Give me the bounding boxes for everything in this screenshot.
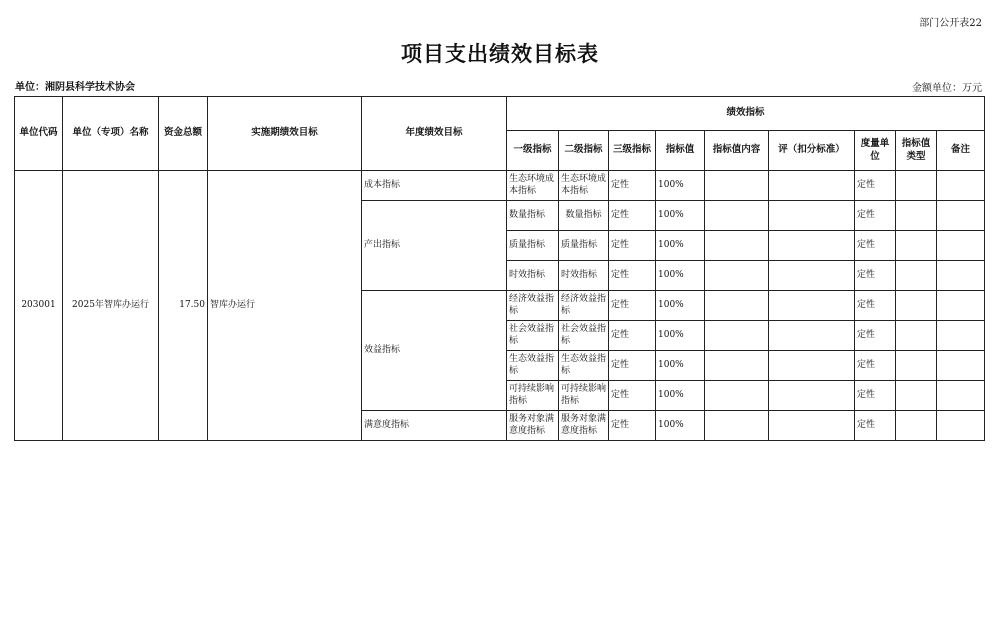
header-level2: 二级指标 [559, 131, 609, 171]
cell-level3: 定性 [609, 171, 656, 201]
header-level3: 三级指标 [609, 131, 656, 171]
cell-level2: 生态环境成本指标 [559, 171, 609, 201]
header-value-type: 指标值类型 [896, 131, 937, 171]
cell-measure-unit: 定性 [855, 171, 896, 201]
cell-level3: 定性 [609, 351, 656, 381]
cell-total-funds: 17.50 [159, 171, 208, 441]
header-indicators: 绩效指标 [507, 97, 985, 131]
cell-value-type [896, 231, 937, 261]
cell-value: 100% [656, 201, 705, 231]
cell-value-type [896, 321, 937, 351]
cell-level1: 社会效益指标 [507, 321, 559, 351]
page-title: 项目支出绩效目标表 [401, 42, 599, 66]
amount-unit: 金额单位：万元 [912, 83, 982, 94]
cell-value-type [896, 291, 937, 321]
cell-score [769, 381, 855, 411]
header-remark: 备注 [937, 131, 985, 171]
cell-level1: 生态环境成本指标 [507, 171, 559, 201]
cell-measure-unit: 定性 [855, 411, 896, 441]
cell-value-content [705, 291, 769, 321]
header-period-goal: 实施期绩效目标 [208, 97, 362, 171]
cell-unit-code: 203001 [15, 171, 63, 441]
cell-score [769, 411, 855, 441]
cell-measure-unit: 定性 [855, 381, 896, 411]
cell-measure-unit: 定性 [855, 201, 896, 231]
cell-value: 100% [656, 231, 705, 261]
cell-value: 100% [656, 171, 705, 201]
cell-value-type [896, 411, 937, 441]
cell-annual-goal: 成本指标 [362, 171, 507, 201]
cell-value-content [705, 231, 769, 261]
cell-value-content [705, 261, 769, 291]
cell-remark [937, 261, 985, 291]
cell-level1: 数量指标 [507, 201, 559, 231]
header-score: 评（扣分标准） [769, 131, 855, 171]
header-total-funds: 资金总额 [159, 97, 208, 171]
cell-score [769, 351, 855, 381]
cell-period-goal: 智库办运行 [208, 171, 362, 441]
cell-remark [937, 411, 985, 441]
cell-remark [937, 171, 985, 201]
cell-score [769, 321, 855, 351]
cell-level1: 生态效益指标 [507, 351, 559, 381]
cell-measure-unit: 定性 [855, 291, 896, 321]
cell-level3: 定性 [609, 411, 656, 441]
performance-table [14, 96, 985, 441]
cell-value-type [896, 351, 937, 381]
cell-remark [937, 231, 985, 261]
cell-measure-unit: 定性 [855, 321, 896, 351]
cell-value: 100% [656, 321, 705, 351]
cell-level2: 质量指标 [559, 231, 609, 261]
cell-level3: 定性 [609, 291, 656, 321]
cell-value-content [705, 321, 769, 351]
cell-measure-unit: 定性 [855, 351, 896, 381]
cell-measure-unit: 定性 [855, 261, 896, 291]
cell-annual-goal: 效益指标 [362, 291, 507, 411]
cell-level2: 时效指标 [559, 261, 609, 291]
cell-value: 100% [656, 411, 705, 441]
cell-value: 100% [656, 381, 705, 411]
header-value-content: 指标值内容 [705, 131, 769, 171]
department-unit: 单位：湘阴县科学技术协会 [15, 82, 135, 93]
cell-unit-name: 2025年智库办运行 [63, 171, 159, 441]
cell-score [769, 231, 855, 261]
cell-level3: 定性 [609, 261, 656, 291]
cell-level2: 数量指标 [559, 201, 609, 231]
header-unit-name: 单位（专项）名称 [63, 97, 159, 171]
cell-level2: 经济效益指标 [559, 291, 609, 321]
table-row [15, 171, 985, 201]
cell-value-content [705, 381, 769, 411]
cell-annual-goal: 满意度指标 [362, 411, 507, 441]
cell-level1: 时效指标 [507, 261, 559, 291]
cell-level2: 服务对象满意度指标 [559, 411, 609, 441]
cell-remark [937, 291, 985, 321]
cell-level1: 服务对象满意度指标 [507, 411, 559, 441]
cell-level2: 生态效益指标 [559, 351, 609, 381]
cell-value-type [896, 261, 937, 291]
cell-remark [937, 321, 985, 351]
cell-level2: 社会效益指标 [559, 321, 609, 351]
cell-value-content [705, 411, 769, 441]
cell-annual-goal: 产出指标 [362, 201, 507, 291]
cell-level1: 可持续影响指标 [507, 381, 559, 411]
cell-score [769, 201, 855, 231]
cell-level1: 经济效益指标 [507, 291, 559, 321]
cell-value-type [896, 201, 937, 231]
header-unit-code: 单位代码 [15, 97, 63, 171]
cell-remark [937, 351, 985, 381]
cell-value-content [705, 351, 769, 381]
cell-value: 100% [656, 291, 705, 321]
cell-remark [937, 381, 985, 411]
header-annual-goal: 年度绩效目标 [362, 97, 507, 171]
header-measure-unit: 度量单位 [855, 131, 896, 171]
cell-value-type [896, 381, 937, 411]
cell-score [769, 291, 855, 321]
cell-value-type [896, 171, 937, 201]
cell-value-content [705, 201, 769, 231]
cell-level3: 定性 [609, 201, 656, 231]
cell-remark [937, 201, 985, 231]
cell-score [769, 261, 855, 291]
cell-level3: 定性 [609, 381, 656, 411]
cell-level3: 定性 [609, 231, 656, 261]
cell-measure-unit: 定性 [855, 231, 896, 261]
cell-level3: 定性 [609, 321, 656, 351]
cell-level1: 质量指标 [507, 231, 559, 261]
cell-value-content [705, 171, 769, 201]
cell-level2: 可持续影响指标 [559, 381, 609, 411]
header-value: 指标值 [656, 131, 705, 171]
cell-value: 100% [656, 351, 705, 381]
cell-value: 100% [656, 261, 705, 291]
header-level1: 一级指标 [507, 131, 559, 171]
cell-score [769, 171, 855, 201]
form-number: 部门公开表22 [919, 18, 982, 29]
